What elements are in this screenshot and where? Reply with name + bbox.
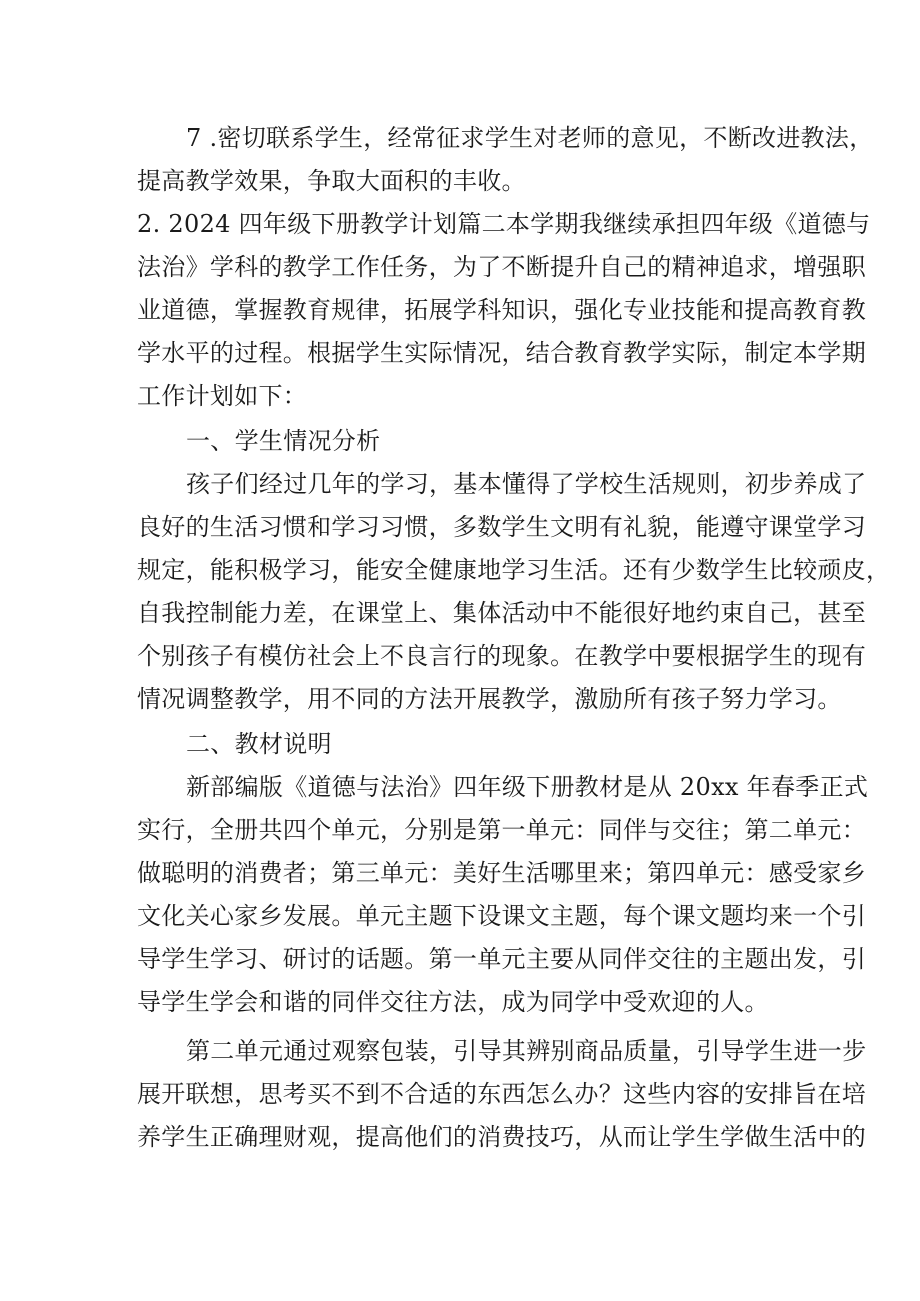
text-line: 工作计划如下：	[137, 382, 308, 410]
text-line: 孩子们经过几年的学习，基本懂得了学校生活规则，初步养成了	[186, 470, 867, 498]
text-line: 做聪明的消费者；第三单元：美好生活哪里来；第四单元：感受家乡	[137, 859, 866, 887]
text-line: 情况调整教学，用不同的方法开展教学，激励所有孩子努力学习。	[137, 685, 842, 713]
text-line: 导学生学会和谐的同伴交往方法，成为同学中受欢迎的人。	[137, 988, 769, 1016]
text-line: 导学生学习、研讨的话题。第一单元主要从同伴交往的主题出发，引	[137, 945, 866, 973]
text-line: 新部编版《道德与法治》四年级下册教材是从 20xx 年春季正式	[186, 773, 869, 801]
section-heading: 二、教材说明	[186, 730, 332, 758]
text-line: 养学生正确理财观，提高他们的消费技巧，从而让学生学做生活中的	[137, 1123, 866, 1151]
text-line: 第二单元通过观察包装，引导其辨别商品质量，引导学生进一步	[186, 1037, 867, 1065]
section-heading: 一、学生情况分析	[186, 427, 381, 455]
text-line: 自我控制能力差，在课堂上、集体活动中不能很好地约束自己，甚至	[137, 599, 866, 627]
text-line: 展开联想，思考买不到不合适的东西怎么办？这些内容的安排旨在培	[137, 1080, 866, 1108]
text-line: 2. 2024 四年级下册教学计划篇二本学期我继续承担四年级《道德与	[137, 210, 871, 238]
text-line: 规定，能积极学习，能安全健康地学习生活。还有少数学生比较顽皮，	[137, 556, 891, 584]
text-line: 文化关心家乡发展。单元主题下设课文主题，每个课文题均来一个引	[137, 902, 866, 930]
text-line: 业道德，掌握教育规律，拓展学科知识，强化专业技能和提高教育教	[137, 296, 866, 324]
text-line: 提高教学效果，争取大面积的丰收。	[137, 167, 526, 195]
text-line: 法治》学科的教学工作任务，为了不断提升自己的精神追求，增强职	[137, 253, 866, 281]
text-line: 实行，全册共四个单元，分别是第一单元：同伴与交往；第二单元：	[137, 816, 866, 844]
text-line: 良好的生活习惯和学习习惯，多数学生文明有礼貌，能遵守课堂学习	[137, 513, 866, 541]
text-line: 学水平的过程。根据学生实际情况，结合教育教学实际，制定本学期	[137, 339, 866, 367]
text-line: 个别孩子有模仿社会上不良言行的现象。在教学中要根据学生的现有	[137, 642, 866, 670]
text-line: 7 .密切联系学生，经常征求学生对老师的意见，不断改进教法，	[186, 124, 874, 152]
